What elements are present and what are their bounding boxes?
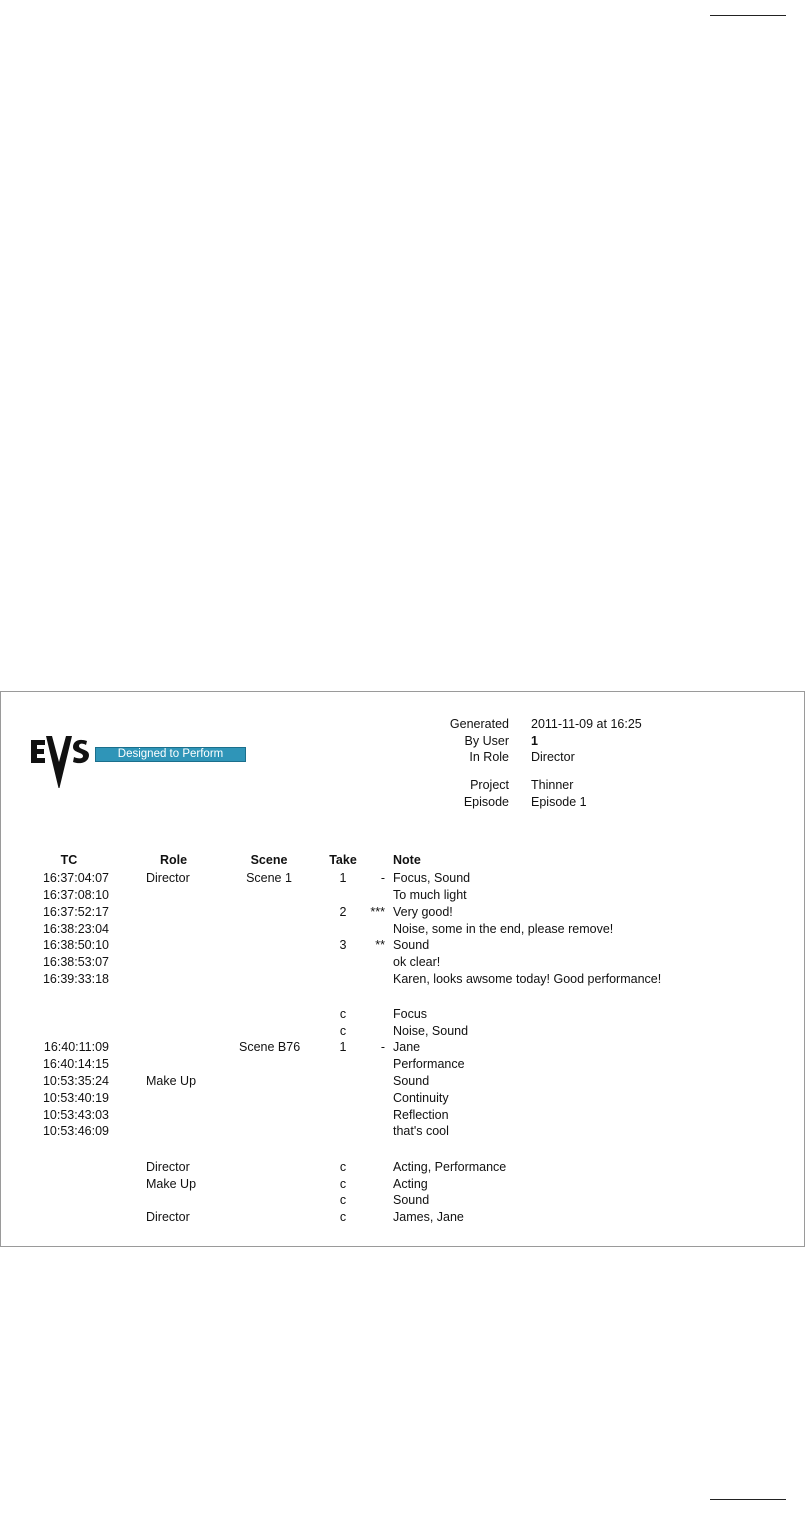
page-corner-line-top (710, 15, 786, 16)
cell-note: Very good! (393, 905, 453, 919)
cell-tc: 16:40:11:09 (43, 1040, 109, 1054)
table-row (1, 937, 804, 954)
cell-note: that's cool (393, 1124, 449, 1138)
by-user-label: By User (464, 734, 509, 748)
cell-tc: 16:37:52:17 (42, 905, 109, 919)
table-row (1, 1192, 804, 1209)
episode-label: Episode (463, 795, 509, 809)
cell-tc: 16:40:14:15 (42, 1057, 109, 1071)
column-header-take: Take (329, 853, 357, 867)
cell-note: Reflection (393, 1108, 449, 1122)
cell-scene: Scene B76 (239, 1040, 301, 1054)
table-row (1, 904, 804, 921)
evs-logo-icon (29, 728, 99, 788)
cell-role: Director (146, 871, 190, 885)
table-row (1, 1209, 804, 1226)
cell-role: Make Up (146, 1177, 197, 1191)
project-value: Thinner (531, 778, 574, 792)
cell-note: Acting (393, 1177, 428, 1191)
cell-take: 2 (339, 905, 347, 919)
table-row (1, 887, 804, 904)
table-row (1, 1056, 804, 1073)
project-label: Project (470, 778, 509, 792)
cell-note: Sound (393, 1193, 430, 1207)
cell-take: 1 (339, 1040, 347, 1054)
by-user-value: 1 (531, 734, 538, 748)
page-corner-line-bottom (710, 1499, 786, 1500)
generated-value: 2011-11-09 at 16:25 (531, 717, 642, 731)
cell-tc: 10:53:43:03 (42, 1108, 109, 1122)
cell-note: Focus, Sound (393, 871, 471, 885)
cell-take: c (339, 1193, 347, 1207)
table-row (1, 971, 804, 988)
table-row (1, 1023, 804, 1040)
cell-note: To much light (393, 888, 467, 902)
table-row (1, 1039, 804, 1056)
cell-tc: 16:37:08:10 (42, 888, 109, 902)
cell-tc: 16:38:50:10 (42, 938, 109, 952)
cell-role: Director (146, 1210, 190, 1224)
table-row (1, 870, 804, 887)
cell-role: Director (146, 1160, 190, 1174)
cell-take: c (339, 1007, 347, 1021)
cell-note: Continuity (393, 1091, 449, 1105)
table-row (1, 1123, 804, 1140)
column-header-role: Role (159, 853, 188, 867)
cell-tc: 16:38:53:07 (42, 955, 109, 969)
cell-take: c (339, 1210, 347, 1224)
cell-take: c (339, 1024, 347, 1038)
cell-rating: ** (375, 938, 385, 952)
cell-take: c (339, 1160, 347, 1174)
table-row (1, 1090, 804, 1107)
in-role-label: In Role (469, 750, 509, 764)
cell-scene: Scene 1 (246, 871, 292, 885)
table-row (1, 1107, 804, 1124)
table-row (1, 1073, 804, 1090)
in-role-value: Director (531, 750, 575, 764)
table-row (1, 921, 804, 938)
cell-note: James, Jane (393, 1210, 464, 1224)
episode-value: Episode 1 (531, 795, 587, 809)
cell-take: 3 (339, 938, 347, 952)
table-row (1, 1176, 804, 1193)
cell-note: Jane (393, 1040, 421, 1054)
cell-role: Make Up (146, 1074, 197, 1088)
cell-tc: 10:53:35:24 (42, 1074, 109, 1088)
cell-take: c (339, 1177, 347, 1191)
generated-label: Generated (449, 717, 509, 731)
cell-rating: - (380, 1040, 385, 1054)
cell-note: Performance (393, 1057, 465, 1071)
cell-tc: 16:37:04:07 (42, 871, 109, 885)
cell-tc: 16:38:23:04 (42, 922, 109, 936)
cell-note: Acting, Performance (393, 1160, 507, 1174)
tagline-badge: Designed to Perform (95, 747, 246, 762)
cell-note: Focus (393, 1007, 428, 1021)
column-header-tc: TC (60, 853, 78, 867)
cell-note: ok clear! (393, 955, 441, 969)
cell-note: Sound (393, 938, 430, 952)
cell-note: Noise, some in the end, please remove! (393, 922, 614, 936)
column-header-scene: Scene (250, 853, 288, 867)
table-row (1, 954, 804, 971)
cell-note: Sound (393, 1074, 430, 1088)
report-frame (0, 691, 805, 1247)
cell-tc: 10:53:46:09 (42, 1124, 109, 1138)
column-header-note: Note (393, 853, 421, 867)
cell-note: Karen, looks awsome today! Good performance! (393, 972, 662, 986)
cell-rating: - (380, 871, 385, 885)
table-row (1, 1159, 804, 1176)
cell-take: 1 (339, 871, 347, 885)
table-row (1, 1006, 804, 1023)
cell-rating: *** (370, 905, 385, 919)
cell-tc: 16:39:33:18 (42, 972, 109, 986)
cell-note: Noise, Sound (393, 1024, 469, 1038)
cell-tc: 10:53:40:19 (42, 1091, 109, 1105)
